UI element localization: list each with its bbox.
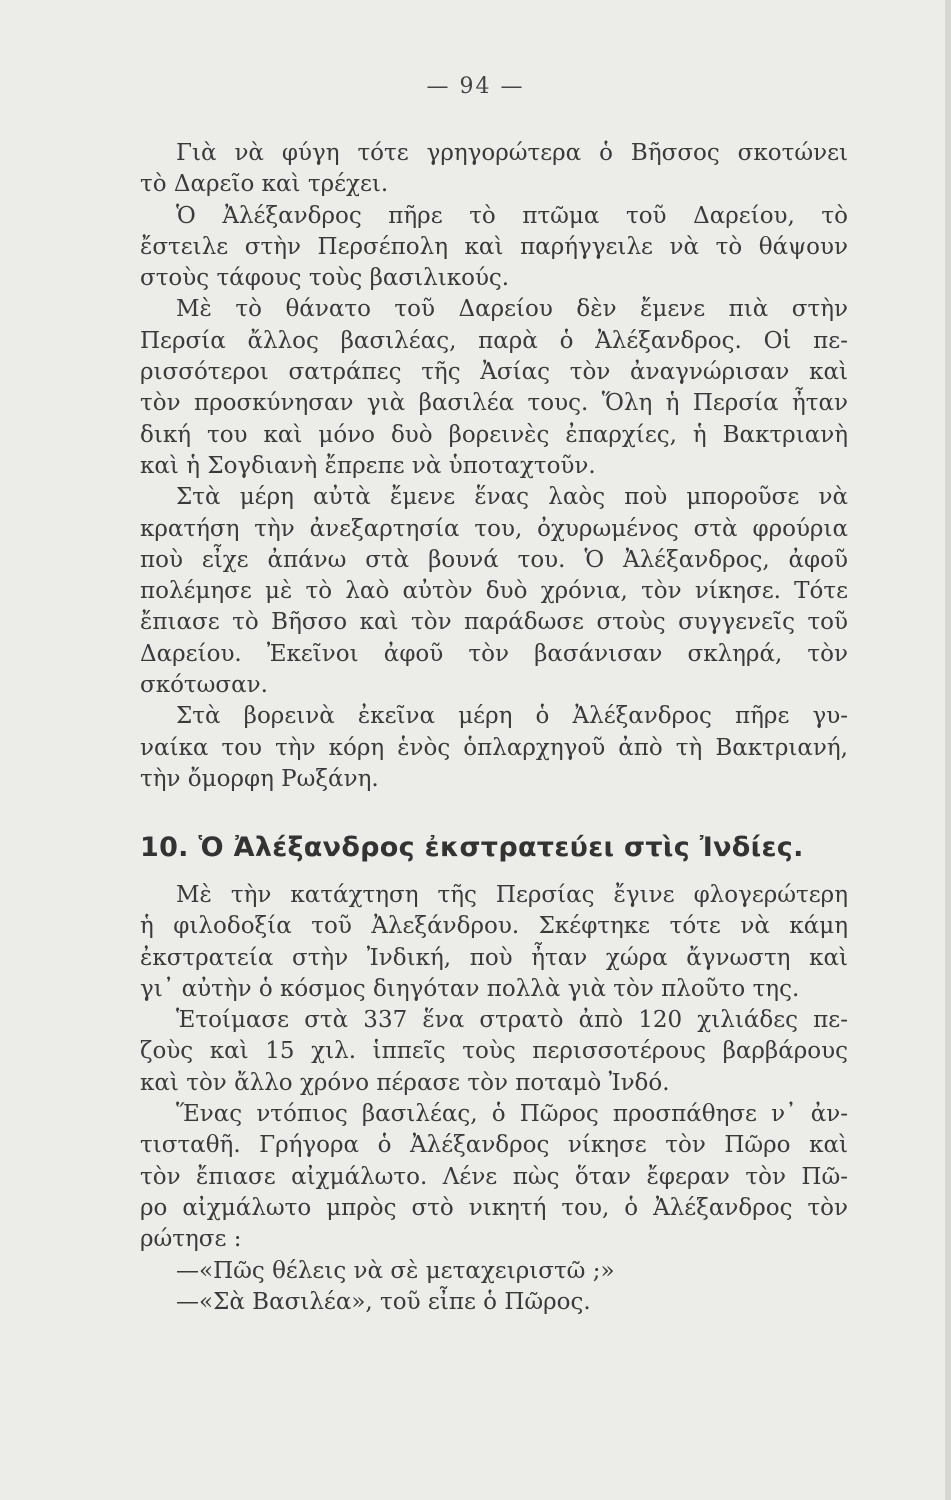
section-heading: 10. Ὁ Ἀλέξανδρος ἐκστρατεύει στὶς Ἰνδίες. (140, 832, 804, 863)
text-line: στοὺς τάφους τοὺς βασιλικούς. (140, 265, 510, 292)
text-line: ρο αἰχμάλωτο μπρὸς στὸ νικητή του, ὁ Ἀλέξανδρος τὸν (140, 1194, 848, 1221)
text-line: Ὁ Ἀλέξανδρος πῆρε τὸ πτῶμα τοῦ Δαρείου, τὸ (176, 202, 848, 229)
text-line: τὴν ὄμορφη Ρωξάνη. (140, 765, 379, 792)
text-line: Ἑτοίμασε στὰ 337 ἕνα στρατὸ ἀπὸ 120 χιλιάδες πε- (176, 1007, 848, 1034)
text-line: τὸ Δαρεῖο καὶ τρέχει. (140, 171, 389, 198)
text-line: Γιὰ νὰ φύγη τότε γρηγορώτερα ὁ Βῆσσος σκοτώνει (176, 140, 848, 166)
text-line: ἔπιασε τὸ Βῆσσο καὶ τὸν παράδωσε στοὺς συγγενεῖς τοῦ (140, 609, 848, 636)
text-line: τὸν προσκύνησαν γιὰ βασιλέα τους. Ὅλη ἡ Περσία ἦταν (140, 390, 848, 417)
text-line: σκότωσαν. (140, 672, 268, 699)
text-line: Περσία ἄλλος βασιλέας, παρὰ ὁ Ἀλέξανδρος. Οἱ πε- (140, 327, 848, 354)
text-block-after-heading (140, 880, 848, 1318)
text-line: ἔστειλε στὴν Περσέπολη καὶ παρήγγειλε νὰ τὸ θάψουν (140, 233, 848, 260)
dialogue-line: —«Σὰ Βασιλέα», τοῦ εἶπε ὁ Πῶρος. (176, 1288, 591, 1315)
text-line: ρισσότεροι σατράπες τῆς Ἀσίας τὸν ἀναγνώρισαν καὶ (140, 359, 848, 386)
text-line: Στὰ βορεινὰ ἐκεῖνα μέρη ὁ Ἀλέξανδρος πῆρε γυ- (176, 703, 848, 730)
text-block-before-heading (140, 138, 848, 795)
text-line: γι᾽ αὐτὴν ὁ κόσμος διηγόταν πολλὰ γιὰ τὸν πλοῦτο της. (140, 975, 800, 1002)
text-line: ἡ φιλοδοξία τοῦ Ἀλεξάνδρου. Σκέφτηκε τότε νὰ κάμη (140, 913, 848, 940)
text-line: κρατήση τὴν ἀνεξαρτησία του, ὀχυρωμένος στὰ φρούρια (140, 515, 848, 542)
dialogue-line: —«Πῶς θέλεις νὰ σὲ μεταχειριστῶ ;» (176, 1257, 615, 1284)
text-line: Δαρείου. Ἐκεῖνοι ἀφοῦ τὸν βασάνισαν σκληρά, τὸν (140, 640, 848, 667)
text-line: Μὲ τὴν κατάχτηση τῆς Περσίας ἔγινε φλογερώτερη (176, 882, 848, 908)
text-line: ρώτησε : (140, 1226, 242, 1253)
text-line: τὸν ἔπιασε αἰχμάλωτο. Λένε πὼς ὅταν ἔφεραν τὸν Πῶ- (140, 1163, 848, 1190)
text-line: Στὰ μέρη αὐτὰ ἔμενε ἕνας λαὸς ποὺ μποροῦσε νὰ (176, 484, 848, 511)
page-number: — 94 — (426, 74, 525, 99)
text-line: ποὺ εἶχε ἀπάνω στὰ βουνά του. Ὁ Ἀλέξανδρος, ἀφοῦ (140, 546, 848, 573)
text-line: ζοὺς καὶ 15 χιλ. ἱππεῖς τοὺς περισσοτέρους βαρβάρους (140, 1038, 848, 1065)
text-line: Μὲ τὸ θάνατο τοῦ Δαρείου δὲν ἔμενε πιὰ στὴν (176, 296, 848, 323)
text-line: πολέμησε μὲ τὸ λαὸ αὐτὸν δυὸ χρόνια, τὸν νίκησε. Τότε (140, 578, 848, 605)
text-line: δική του καὶ μόνο δυὸ βορεινὲς ἐπαρχίες, ἡ Βακτριανὴ (140, 421, 848, 448)
text-line: τισταθῆ. Γρήγορα ὁ Ἀλέξανδρος νίκησε τὸν Πῶρο καὶ (140, 1132, 848, 1159)
page-edge-shadow (945, 0, 951, 1500)
text-line: καὶ τὸν ἄλλο χρόνο πέρασε τὸν ποταμὸ Ἰνδό. (140, 1069, 670, 1096)
text-line: ναίκα του τὴν κόρη ἑνὸς ὁπλαρχηγοῦ ἀπὸ τὴ Βακτριανή, (140, 734, 848, 761)
text-line: καὶ ἡ Σογδιανὴ ἔπρεπε νὰ ὑποταχτοῦν. (140, 452, 596, 479)
text-line: ἐκστρατεία στὴν Ἰνδική, ποὺ ἦταν χώρα ἄγνωστη καὶ (140, 944, 848, 971)
text-line: Ἕνας ντόπιος βασιλέας, ὁ Πῶρος προσπάθησε ν᾽ ἀν- (176, 1101, 848, 1128)
